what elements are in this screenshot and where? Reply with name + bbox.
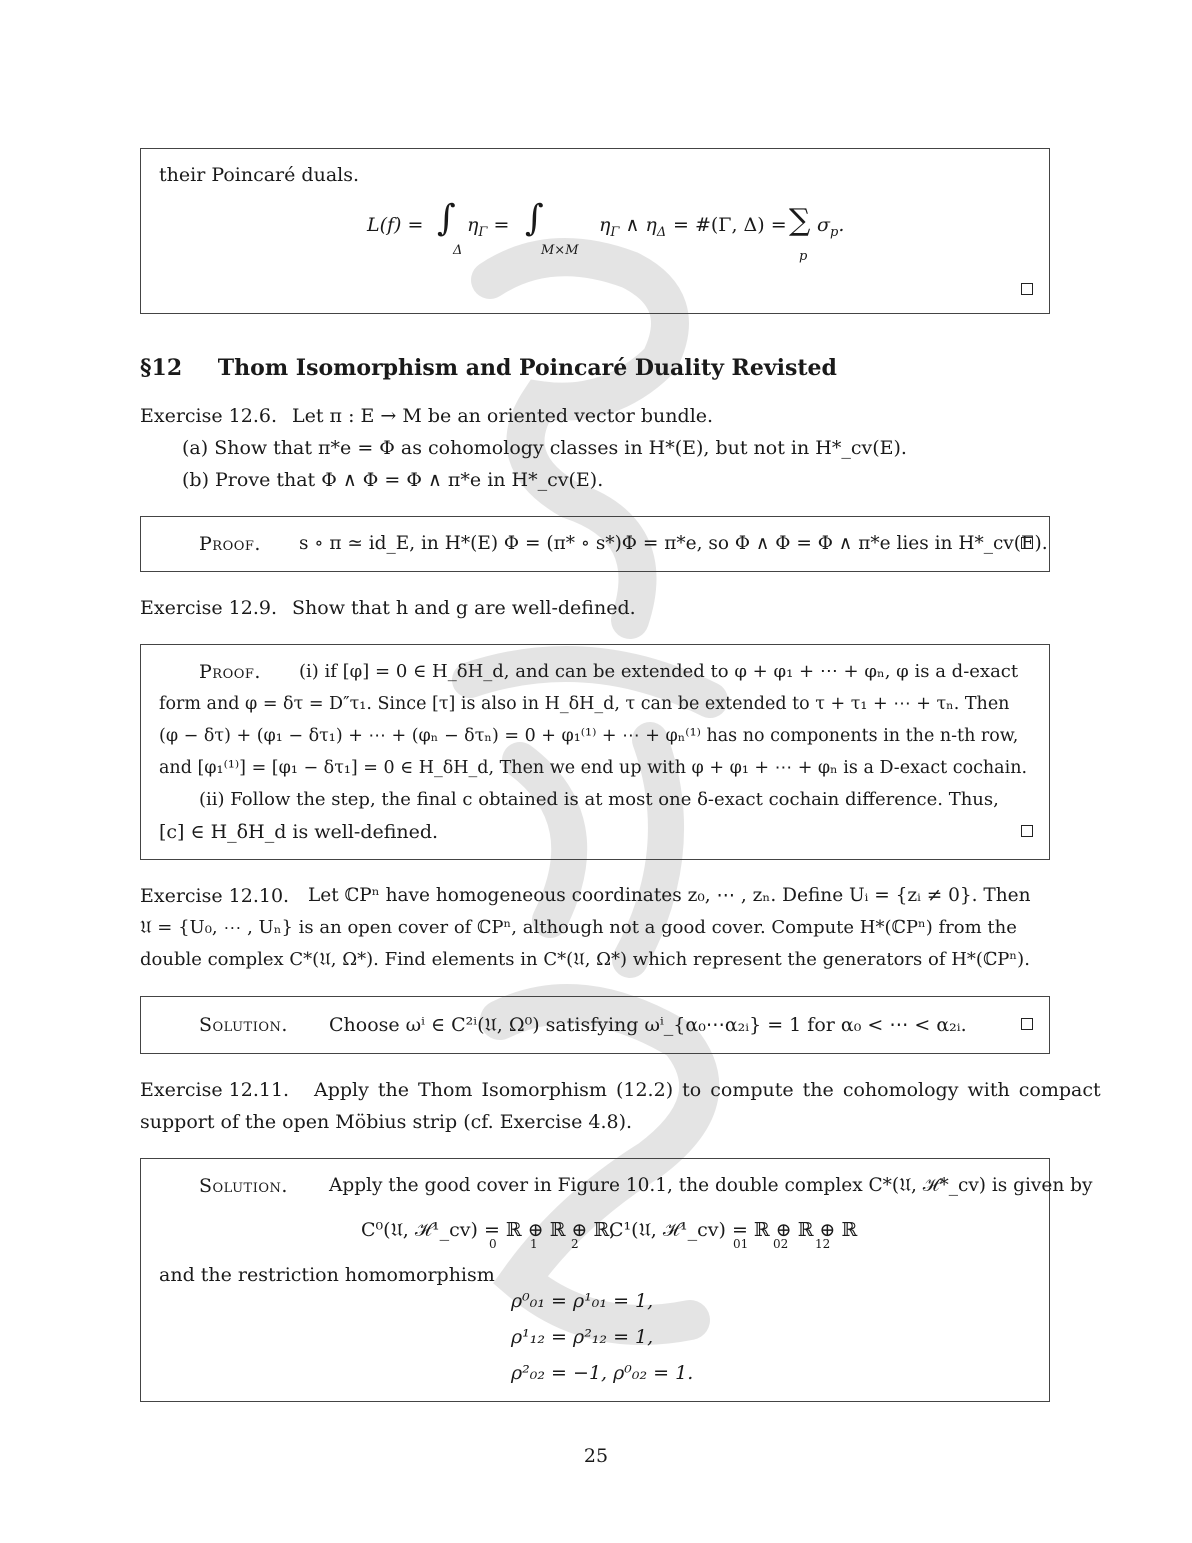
sum-sign: ∑ xyxy=(789,203,811,238)
exercise-12-6-part-b: (b) Prove that Φ ∧ Φ = Φ ∧ π*e in H*_cv(E). xyxy=(182,469,604,491)
proof-12-9-line-2: form and φ = δτ = D″τ₁. Since [τ] is also in H_δH_d, τ can be extended to τ + τ₁ + ⋯ + τₙ. Then xyxy=(159,694,1010,714)
c1-sub-12: 12 xyxy=(815,1237,831,1251)
solution-12-11-text: Apply the good cover in Figure 10.1, the double complex C*(𝔘, ℋ*_cv) is given by xyxy=(329,1175,1093,1196)
c0-sub-2: 2 xyxy=(571,1237,579,1251)
proof-12-9-line-3: (φ − δτ) + (φ₁ − δτ₁) + ⋯ + (φₙ − δτₙ) = 0 + φ₁⁽¹⁾ + ⋯ + φₙ⁽¹⁾ has no components in the n-th row, xyxy=(159,726,1019,746)
proof-12-9-box xyxy=(140,644,1050,860)
qed-square-icon xyxy=(1021,825,1033,837)
c0-sub-1: 1 xyxy=(530,1237,538,1251)
exercise-12-11-line-1: Apply the Thom Isomorphism (12.2) to compute the cohomology with compact xyxy=(314,1079,1101,1101)
solution-12-10-text: Choose ωⁱ ∈ C²ⁱ(𝔘, Ω⁰) satisfying ωⁱ_{α₀⋯α₂ᵢ} = 1 for α₀ < ⋯ < α₂ᵢ. xyxy=(329,1014,967,1036)
exercise-12-6-label: Exercise 12.6. xyxy=(140,405,278,427)
c0-sub-0: 0 xyxy=(489,1237,497,1251)
proof-12-6-text: s ∘ π ≃ id_E, in H*(E) Φ = (π* ∘ s*)Φ = π*e, so Φ ∧ Φ = Φ ∧ π*e lies in H*_cv(E). xyxy=(299,533,1048,554)
solution-label: Solution. xyxy=(199,1175,288,1197)
eta-wedge: $\eta_\Gamma$ ∧ $\eta_\Delta$ xyxy=(599,214,667,240)
exercise-12-10-line-1: Let ℂPⁿ have homogeneous coordinates z₀, ⋯ , zₙ. Define Uᵢ = {zᵢ ≠ 0}. Then xyxy=(308,885,1031,906)
qed-square-icon xyxy=(1021,1018,1033,1030)
qed-square-icon xyxy=(1021,283,1033,295)
restriction-text: and the restriction homomorphism xyxy=(159,1264,495,1286)
proof-12-9-line-4: and [φ₁⁽¹⁾] = [φ₁ − δτ₁] = 0 ∈ H_δH_d, Then we end up with φ + φ₁ + ⋯ + φₙ is a D-exact cochain. xyxy=(159,758,1028,778)
proof-12-9-line-1: (i) if [φ] = 0 ∈ H_δH_d, and can be extended to φ + φ₁ + ⋯ + φₙ, φ is a d-exact xyxy=(299,661,1019,682)
exercise-12-6-part-a: (a) Show that π*e = Φ as cohomology classes in H*(E), but not in H*_cv(E). xyxy=(182,437,907,459)
exercise-12-6-text: Let π : E → M be an oriented vector bundle. xyxy=(292,405,714,427)
c1-sub-01: 01 xyxy=(733,1237,749,1251)
rho-line-1: ρ⁰₀₁ = ρ¹₀₁ = 1, xyxy=(511,1290,654,1312)
proof-continuation-box xyxy=(140,148,1050,314)
qed-square-icon xyxy=(1021,537,1033,549)
exercise-12-9-label: Exercise 12.9. xyxy=(140,597,278,619)
exercise-12-10-line-3: double complex C*(𝔘, Ω*). Find elements in C*(𝔘, Ω*) which represent the generators of H*(ℂPⁿ). xyxy=(140,949,1030,970)
c1-sub-02: 02 xyxy=(773,1237,789,1251)
sum-index: p xyxy=(799,249,808,264)
page-number: 25 xyxy=(583,1445,609,1467)
proof-12-6-box xyxy=(140,516,1050,572)
rho-line-2: ρ¹₁₂ = ρ²₁₂ = 1, xyxy=(511,1326,654,1348)
section-heading xyxy=(140,352,837,384)
rho-line-3: ρ²₀₂ = −1, ρ⁰₀₂ = 1. xyxy=(511,1362,694,1384)
cochain-c1-equation: C¹(𝔘, ℋ¹_cv) = ℝ ⊕ ℝ ⊕ ℝ xyxy=(609,1219,858,1241)
solution-label: Solution. xyxy=(199,1014,288,1036)
exercise-12-11-label: Exercise 12.11. xyxy=(140,1079,290,1101)
proof-12-9-line-5: (ii) Follow the step, the final c obtained is at most one δ-exact cochain difference. Thus, xyxy=(199,789,999,810)
proof-intro-text: their Poincaré duals. xyxy=(159,164,360,186)
eta-gamma: $\eta_\Gamma$ = xyxy=(467,214,510,240)
integral-sign-2: ∫ xyxy=(525,198,544,239)
section-title: Thom Isomorphism and Poincaré Duality Revisted xyxy=(217,355,837,381)
proof-label: Proof. xyxy=(199,533,261,555)
cochain-c0-equation: C⁰(𝔘, ℋ¹_cv) = ℝ ⊕ ℝ ⊕ ℝ, xyxy=(361,1219,616,1241)
solution-12-10-box xyxy=(140,996,1050,1054)
sigma-p: $\sigma_p$. xyxy=(817,214,845,240)
proof-12-9-line-6: [c] ∈ H_δH_d is well-defined. xyxy=(159,821,439,843)
integral-sign: ∫ xyxy=(437,198,456,239)
integral-domain-delta: Δ xyxy=(453,243,463,258)
equation-lhs: L(f) = xyxy=(367,214,424,236)
exercise-12-9-text: Show that h and g are well-defined. xyxy=(292,597,636,619)
integral-domain-mxm: M×M xyxy=(541,243,579,258)
solution-12-11-box xyxy=(140,1158,1093,1402)
intersection-count: = #(Γ, Δ) = xyxy=(673,214,787,236)
exercise-12-10-line-2: 𝔘 = {U₀, ⋯ , Uₙ} is an open cover of ℂPⁿ, although not a good cover. Compute H*(ℂPⁿ) from the xyxy=(140,917,1017,938)
exercise-12-11-line-2: support of the open Möbius strip (cf. Exercise 4.8). xyxy=(140,1111,633,1133)
lefschetz-equation xyxy=(367,198,847,264)
section-number: §12 xyxy=(140,355,183,381)
exercise-12-10-label: Exercise 12.10. xyxy=(140,885,290,907)
proof-label: Proof. xyxy=(199,661,261,683)
